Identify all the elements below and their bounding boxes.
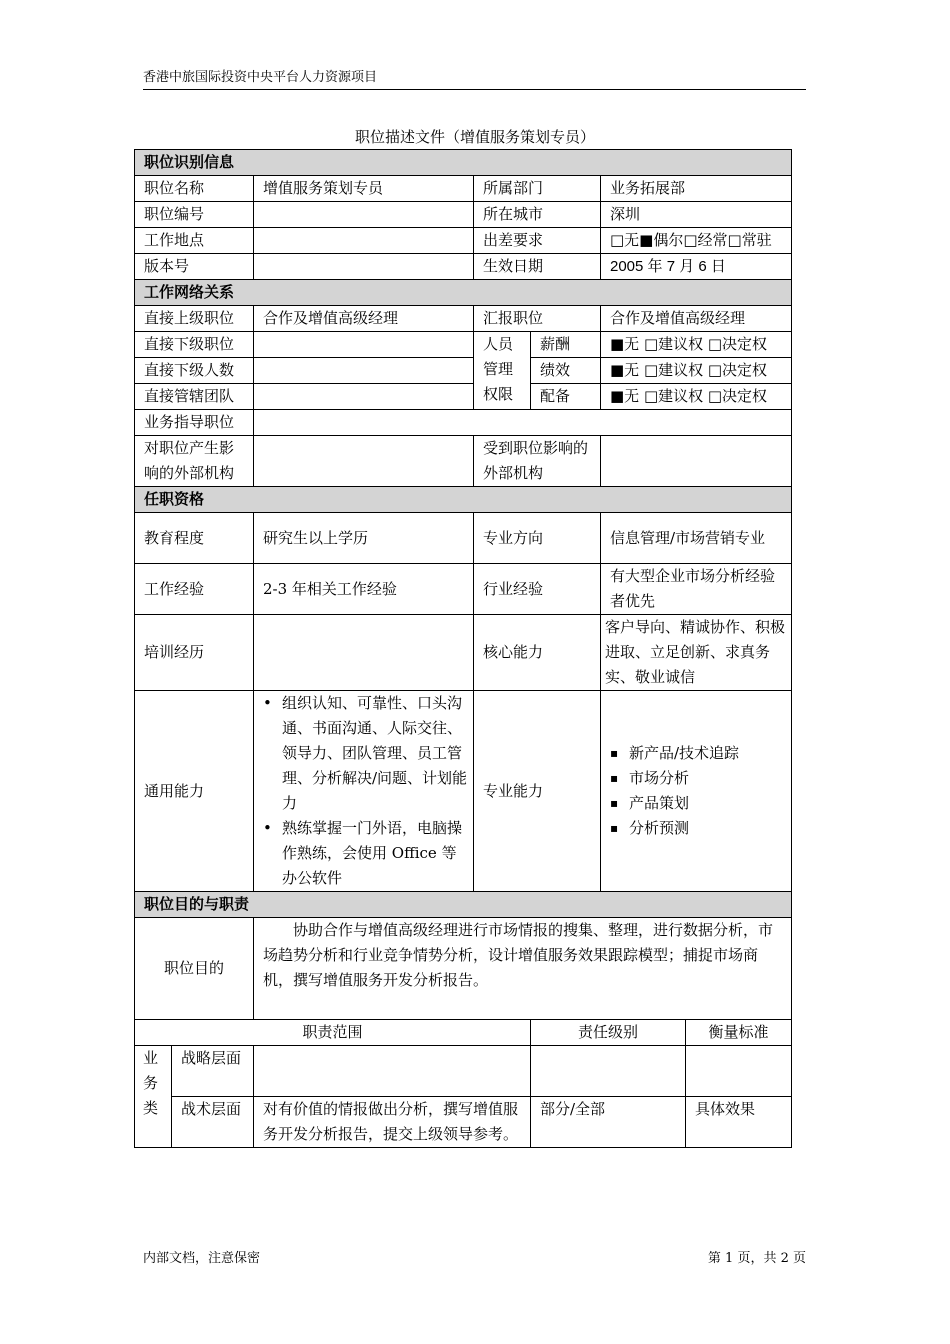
- value-effective-date: 2005 年 7 月 6 日: [601, 254, 792, 280]
- value-performance: ■无 □建议权 □决定权: [601, 358, 792, 384]
- value-subordinate: [254, 332, 474, 358]
- professional-competency-item: ▪ 新产品/技术追踪: [610, 741, 782, 766]
- label-travel: 出差要求: [474, 228, 601, 254]
- label-work-place: 工作地点: [135, 228, 254, 254]
- label-position-code: 职位编号: [135, 202, 254, 228]
- label-training: 培训经历: [135, 615, 254, 691]
- label-professional-competency: 专业能力: [474, 691, 601, 892]
- value-tactical-standard: 具体效果: [686, 1097, 792, 1148]
- label-industry-experience: 行业经验: [474, 564, 601, 615]
- label-effective-date: 生效日期: [474, 254, 601, 280]
- value-tactical-level: 部分/全部: [531, 1097, 686, 1148]
- value-industry-experience: 有大型企业市场分析经验者优先: [601, 564, 792, 615]
- label-department: 所属部门: [474, 176, 601, 202]
- section-title-responsibilities: 职位目的与职责: [135, 892, 792, 918]
- value-department: 业务拓展部: [601, 176, 792, 202]
- label-performance: 绩效: [531, 358, 601, 384]
- value-strategic-level: [531, 1046, 686, 1097]
- value-position-code: [254, 202, 474, 228]
- header-scope: 职责范围: [135, 1020, 531, 1046]
- page-header: 香港中旅国际投资中央平台人力资源项目: [143, 66, 806, 90]
- label-business-guidance: 业务指导职位: [135, 410, 254, 436]
- value-strategic-desc: [254, 1046, 531, 1097]
- label-business-category: 业务类: [135, 1046, 172, 1148]
- value-report-to: 合作及增值高级经理: [601, 306, 792, 332]
- header-standard: 衡量标准: [686, 1020, 792, 1046]
- purpose-text: 协助合作与增值高级经理进行市场情报的搜集、整理，进行数据分析，市场趋势分析和行业竞争情势分析，设计增值服务效果跟踪模型；捕捉市场商机，撰写增值服务开发分析报告。: [263, 921, 774, 989]
- general-competency-item: • 组织认知、可靠性、口头沟通、书面沟通、人际交往、领导力、团队管理、员工管理、分析解决/问题、计划能力: [263, 691, 469, 816]
- section-title-network: 工作网络关系: [135, 280, 792, 306]
- footer-page-number: 第 1 页，共 2 页: [707, 1251, 806, 1266]
- general-competency-list: [263, 691, 469, 891]
- label-management-authority: 人员管理权限: [474, 332, 531, 410]
- document-title: 职位描述文件（增值服务策划专员）: [354, 128, 595, 146]
- value-strategic-standard: [686, 1046, 792, 1097]
- general-competency-item: • 熟练掌握一门外语，电脑操作熟练，会使用 Office 等办公软件: [263, 816, 469, 891]
- value-work-place: [254, 228, 474, 254]
- header-level: 责任级别: [531, 1020, 686, 1046]
- label-team: 直接管辖团队: [135, 384, 254, 410]
- label-core-competency: 核心能力: [474, 615, 601, 691]
- value-tactical-desc: 对有价值的情报做出分析，撰写增值服务开发分析报告，提交上级领导参考。: [254, 1097, 531, 1148]
- label-salary: 薪酬: [531, 332, 601, 358]
- value-work-experience: 2-3 年相关工作经验: [254, 564, 474, 615]
- value-salary: ■无 □建议权 □决定权: [601, 332, 792, 358]
- label-position-name: 职位名称: [135, 176, 254, 202]
- label-general-competency: 通用能力: [135, 691, 254, 892]
- professional-competency-list: [610, 741, 782, 841]
- label-education: 教育程度: [135, 513, 254, 564]
- label-strategic-layer: 战略层面: [172, 1046, 254, 1097]
- value-staffing: ■无 □建议权 □决定权: [601, 384, 792, 410]
- label-purpose: 职位目的: [135, 918, 254, 1020]
- label-major: 专业方向: [474, 513, 601, 564]
- value-major: 信息管理/市场营销专业: [601, 513, 792, 564]
- label-external-influencers: 对职位产生影响的外部机构: [135, 436, 254, 487]
- professional-competency-item: ▪ 分析预测: [610, 816, 782, 841]
- section-title-qualification: 任职资格: [135, 487, 792, 513]
- value-training: [254, 615, 474, 691]
- value-subordinate-count: [254, 358, 474, 384]
- label-subordinate: 直接下级职位: [135, 332, 254, 358]
- value-external-influencers: [254, 436, 474, 487]
- label-version: 版本号: [135, 254, 254, 280]
- label-work-experience: 工作经验: [135, 564, 254, 615]
- value-core-competency: 客户导向、精诚协作、积极进取、立足创新、求真务实、敬业诚信: [601, 615, 792, 691]
- professional-competency-item: ▪ 产品策划: [610, 791, 782, 816]
- value-city: 深圳: [601, 202, 792, 228]
- value-purpose: [254, 918, 792, 1020]
- section-title-identification: 职位识别信息: [135, 150, 792, 176]
- label-external-affected: 受到职位影响的外部机构: [474, 436, 601, 487]
- label-staffing: 配备: [531, 384, 601, 410]
- value-education: 研究生以上学历: [254, 513, 474, 564]
- value-external-affected: [601, 436, 792, 487]
- label-subordinate-count: 直接下级人数: [135, 358, 254, 384]
- label-city: 所在城市: [474, 202, 601, 228]
- label-tactical-layer: 战术层面: [172, 1097, 254, 1148]
- footer-confidential: 内部文档，注意保密: [143, 1251, 261, 1266]
- value-travel: □无■偶尔□经常□常驻: [601, 228, 792, 254]
- label-report-to: 汇报职位: [474, 306, 601, 332]
- job-description-table: [134, 149, 792, 1148]
- value-position-name: 增值服务策划专员: [254, 176, 474, 202]
- professional-competency-item: ▪ 市场分析: [610, 766, 782, 791]
- value-business-guidance: [254, 410, 792, 436]
- value-superior: 合作及增值高级经理: [254, 306, 474, 332]
- value-team: [254, 384, 474, 410]
- label-superior: 直接上级职位: [135, 306, 254, 332]
- value-version: [254, 254, 474, 280]
